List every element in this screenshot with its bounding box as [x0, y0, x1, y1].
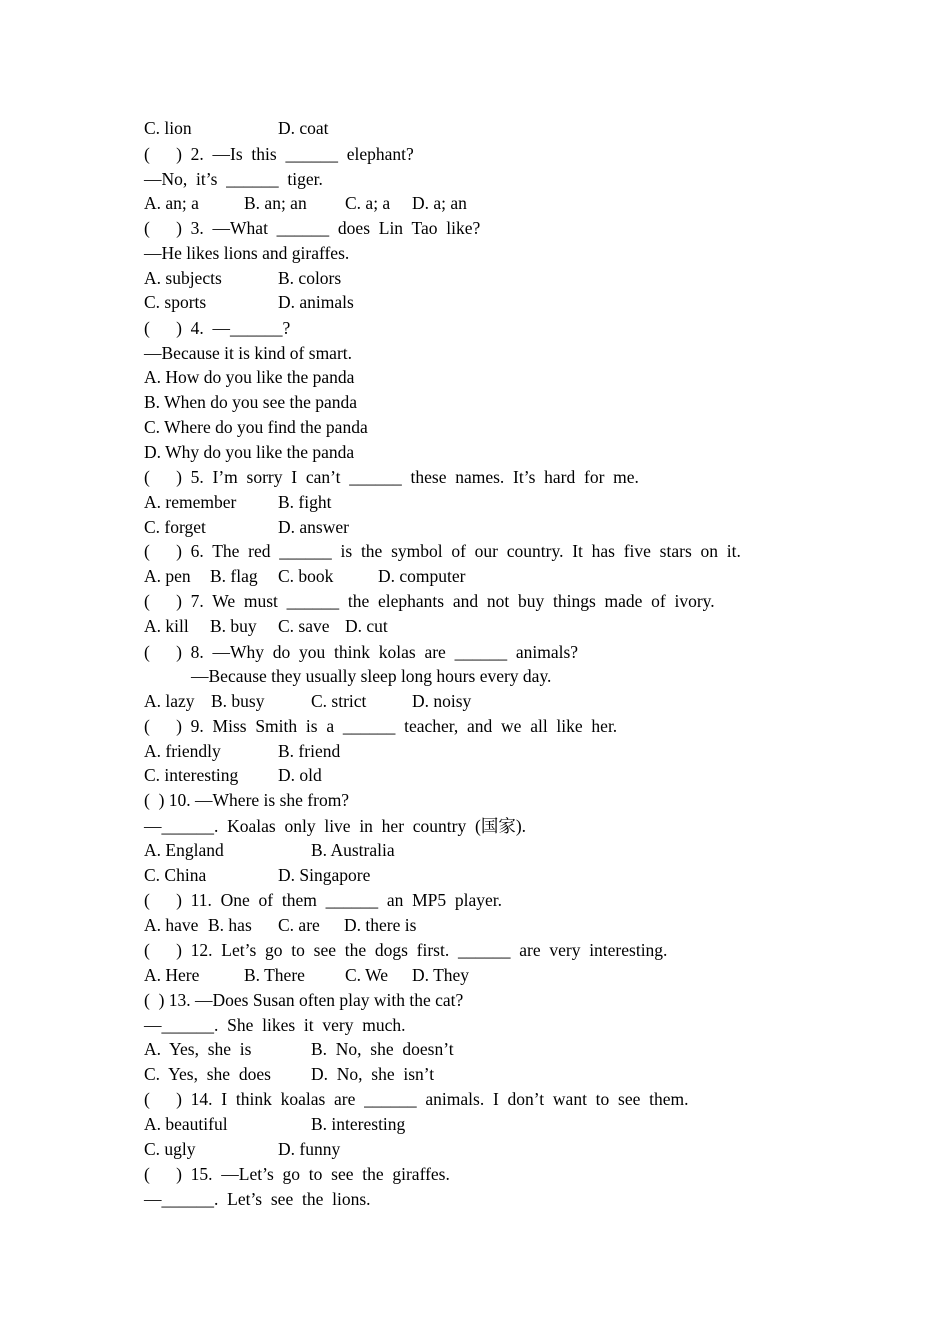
- option-c: C. forget: [144, 517, 206, 537]
- option-a: A. subjects: [144, 268, 222, 288]
- option-row: [144, 865, 371, 885]
- option-row: [144, 1114, 406, 1134]
- option-row: [144, 193, 467, 213]
- option-b: B. friend: [278, 741, 341, 761]
- option-row: [144, 915, 417, 935]
- question-5: ( ) 5. I’m sorry I can’t ______ these names. It’s hard for me.: [144, 467, 639, 487]
- question-8: ( ) 8. —Why do you think kolas are ______ animals?: [144, 642, 579, 662]
- option-row: [144, 1064, 435, 1084]
- option-c: C. We: [345, 965, 388, 985]
- option-c: C. interesting: [144, 765, 239, 785]
- question-13: ( ) 13. —Does Susan often play with the cat?: [144, 990, 464, 1010]
- option-row: [144, 492, 332, 512]
- option-row: [144, 1039, 454, 1059]
- option-a: A. Yes, she is: [144, 1039, 252, 1059]
- option-c: C. lion: [144, 118, 192, 138]
- option-c: C. ugly: [144, 1139, 196, 1159]
- option-a: A. have: [144, 915, 199, 935]
- question-15-reply: —______. Let’s see the lions.: [144, 1189, 371, 1209]
- option-d: D. funny: [278, 1139, 341, 1159]
- option-row: [144, 765, 322, 785]
- option-b: B. colors: [278, 268, 342, 288]
- option-b: B. There: [244, 965, 305, 985]
- question-2: ( ) 2. —Is this ______ elephant?: [144, 144, 414, 164]
- option-d: D. Why do you like the panda: [144, 442, 355, 462]
- option-a: A. lazy: [144, 691, 195, 711]
- question-2-reply: —No, it’s ______ tiger.: [144, 169, 323, 189]
- option-b: B. has: [208, 915, 252, 935]
- question-10-reply: —______. Koalas only live in her country (国家).: [144, 816, 527, 836]
- option-row: [144, 268, 342, 288]
- option-b: B. flag: [210, 566, 258, 586]
- option-b: B. Australia: [311, 840, 395, 860]
- question-12: ( ) 12. Let’s go to see the dogs first. ______ are very interesting.: [144, 940, 668, 960]
- option-d: D. a; an: [412, 193, 467, 213]
- option-b: B. an; an: [244, 193, 307, 213]
- option-c: C. China: [144, 865, 207, 885]
- question-10: ( ) 10. —Where is she from?: [144, 790, 350, 810]
- option-c: C. save: [278, 616, 330, 636]
- option-row: [144, 965, 470, 985]
- option-d: D. there is: [344, 915, 417, 935]
- option-b: B. fight: [278, 492, 332, 512]
- option-row: [144, 1139, 341, 1159]
- option-a: A. remember: [144, 492, 237, 512]
- option-c: C. strict: [311, 691, 367, 711]
- option-a: A. Here: [144, 965, 200, 985]
- option-d: D. Singapore: [278, 865, 371, 885]
- option-b: B. buy: [210, 616, 257, 636]
- question-14: ( ) 14. I think koalas are ______ animals. I don’t want to see them.: [144, 1089, 689, 1109]
- option-b: B. When do you see the panda: [144, 392, 358, 412]
- option-c: C. Where do you find the panda: [144, 417, 368, 437]
- question-6: ( ) 6. The red ______ is the symbol of our country. It has five stars on it.: [144, 541, 741, 561]
- option-d: D. No, she isn’t: [311, 1064, 435, 1084]
- option-d: D. They: [412, 965, 470, 985]
- option-d: D. cut: [345, 616, 388, 636]
- question-7: ( ) 7. We must ______ the elephants and not buy things made of ivory.: [144, 591, 715, 611]
- option-a: A. friendly: [144, 741, 221, 761]
- option-c: C. sports: [144, 292, 207, 312]
- option-a: A. How do you like the panda: [144, 367, 355, 387]
- option-row: [144, 517, 349, 537]
- option-row: [144, 118, 329, 138]
- question-8-reply: —Because they usually sleep long hours every day.: [191, 666, 552, 686]
- option-d: D. noisy: [412, 691, 472, 711]
- question-11: ( ) 11. One of them ______ an MP5 player.: [144, 890, 503, 910]
- option-row: [144, 566, 466, 586]
- option-a: A. an; a: [144, 193, 199, 213]
- question-4-reply: —Because it is kind of smart.: [144, 343, 353, 363]
- option-c: C. are: [278, 915, 320, 935]
- option-b: B. busy: [211, 691, 265, 711]
- question-3: ( ) 3. —What ______ does Lin Tao like?: [144, 218, 481, 238]
- option-c: C. Yes, she does: [144, 1064, 271, 1084]
- option-d: D. animals: [278, 292, 354, 312]
- question-4: ( ) 4. —______?: [144, 318, 291, 338]
- question-13-reply: —______. She likes it very much.: [144, 1015, 406, 1035]
- option-row: [144, 840, 395, 860]
- option-row: [144, 292, 354, 312]
- option-row: [144, 741, 341, 761]
- option-b: B. No, she doesn’t: [311, 1039, 454, 1059]
- option-d: D. old: [278, 765, 322, 785]
- option-d: D. answer: [278, 517, 349, 537]
- option-row: [144, 691, 472, 711]
- option-row: [144, 616, 388, 636]
- option-c: C. a; a: [345, 193, 391, 213]
- option-c: C. book: [278, 566, 334, 586]
- question-9: ( ) 9. Miss Smith is a ______ teacher, and we all like her.: [144, 716, 618, 736]
- option-d: D. coat: [278, 118, 329, 138]
- option-a: A. kill: [144, 616, 189, 636]
- option-a: A. pen: [144, 566, 191, 586]
- option-d: D. computer: [378, 566, 466, 586]
- option-a: A. beautiful: [144, 1114, 228, 1134]
- question-3-reply: —He likes lions and giraffes.: [144, 243, 350, 263]
- option-a: A. England: [144, 840, 224, 860]
- option-b: B. interesting: [311, 1114, 406, 1134]
- question-15: ( ) 15. —Let’s go to see the giraffes.: [144, 1164, 450, 1184]
